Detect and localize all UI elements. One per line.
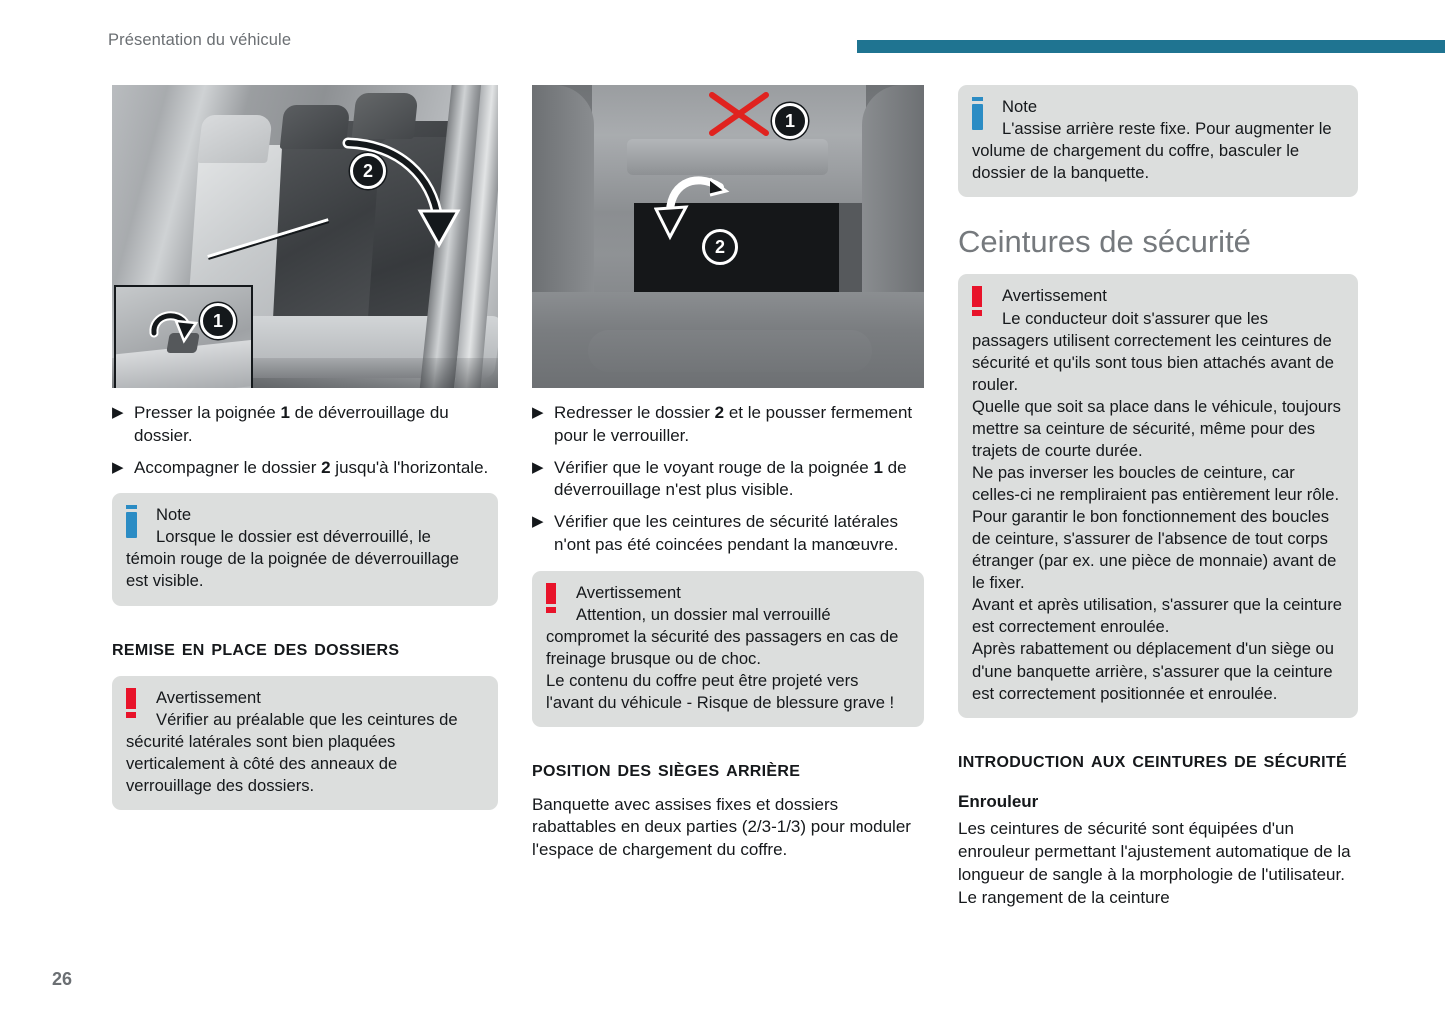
bullet-triangle-icon: ▶ (532, 404, 544, 421)
warning-body-first: Le conducteur doit s'assurer que les passagers utilisent correctement les ceintures de sécurité et qu'ils sont tous bien attachés avant de rouler. (972, 308, 1334, 394)
callout-badge-1: 1 (200, 303, 236, 339)
section-heading-position: position des sièges arrière (532, 754, 801, 781)
warning-title: Avertissement (156, 688, 261, 708)
warning-body-rest: Le contenu du coffre peut être projeté vers l'avant du véhicule - Risque de blessure grave ! (546, 670, 895, 712)
warning-box (958, 274, 1358, 717)
instruction-list-2 (532, 402, 924, 557)
warning-title: Avertissement (576, 582, 681, 602)
note-body: Lorsque le dossier est déverrouillé, le témoin rouge de la poignée de déverrouillage est visible. (126, 527, 460, 591)
warning-paragraph: Ne pas inverser les boucles de ceinture, car celles-ci ne rempliraient pas entièrement leur rôle. (972, 462, 1340, 504)
bumper-recess (588, 330, 872, 372)
info-icon (972, 97, 984, 130)
header-accent-rule (857, 40, 1445, 53)
note-body: L'assise arrière reste fixe. Pour augmenter le volume de chargement du coffre, basculer le dossier de la banquette. (972, 119, 1332, 183)
list-item (532, 402, 924, 448)
callout-badge-1: 1 (772, 103, 808, 139)
warning-paragraph: Pour garantir le bon fonctionnement des boucles de ceinture, s'assurer de l'absence de tout corps étranger (par ex. une pièce de monnaie) avant de le fixer. (972, 507, 1337, 593)
bullet-triangle-icon: ▶ (532, 458, 544, 476)
figure-rear-seat-fold (112, 85, 498, 388)
bullet-text: Redresser le dossier 2 et le pousser fermement pour le verrouiller. (554, 403, 913, 445)
figure-trunk-view (532, 85, 924, 388)
list-item (112, 402, 498, 448)
section-paragraph: Les ceintures de sécurité sont équipées d'un enrouleur permettant l'ajustement automatique de la longueur de sangle à la morphologie de l'utilisateur. Le rangement de la ceinture (958, 819, 1351, 908)
inset-detail-handle (114, 285, 253, 388)
bullet-text: Accompagner le dossier 2 jusqu'à l'horizontale. (134, 457, 489, 477)
note-title: Note (1002, 97, 1038, 116)
warning-icon (546, 583, 558, 613)
page-number: 26 (52, 969, 73, 989)
section-paragraph: Banquette avec assises fixes et dossiers rabattables en deux parties (2/3-1/3) pour moduler l'espace de chargement du coffre. (532, 794, 911, 860)
bullet-triangle-icon: ▶ (532, 513, 544, 531)
sub-heading-enrouleur: Enrouleur (958, 792, 1039, 812)
warning-box (112, 676, 498, 810)
headrest-light (197, 115, 273, 163)
warning-icon (972, 286, 984, 316)
red-x-icon (708, 91, 770, 137)
info-icon (126, 505, 138, 538)
warning-paragraph: Quelle que soit sa place dans le véhicule, toujours mettre sa ceinture de sécurité, même pour des trajets de courte durée. (972, 396, 1341, 460)
note-box (112, 493, 498, 605)
chapter-heading: Ceintures de sécurité (958, 224, 1251, 260)
fold-arrow-icon (340, 133, 470, 253)
bullet-triangle-icon: ▶ (112, 458, 124, 476)
instruction-list-1 (112, 402, 498, 479)
bullet-text: Presser la poignée 1 de déverrouillage du dossier. (134, 403, 449, 445)
section-heading-remise: remise en place des dossiers (112, 633, 400, 660)
warning-icon (126, 688, 138, 718)
column-two (532, 85, 924, 862)
warning-paragraph: Après rabattement ou déplacement d'un siège ou d'une banquette arrière, s'assurer que la ceinture est correctement positionnée et enroulée. (972, 639, 1335, 703)
callout-badge-2: 2 (702, 229, 738, 265)
page-header-title: Présentation du véhicule (108, 31, 292, 49)
section-heading-introduction: introduction aux ceintures de sécurité (958, 745, 1347, 772)
bullet-text: Vérifier que le voyant rouge de la poignée 1 de déverrouillage n'est plus visible. (554, 457, 907, 500)
bullet-triangle-icon: ▶ (112, 404, 124, 421)
bullet-text: Vérifier que les ceintures de sécurité latérales n'ont pas été coincées pendant la manœuvre. (554, 512, 899, 554)
note-title: Note (156, 505, 192, 525)
list-item (112, 457, 498, 480)
warning-paragraph: Avant et après utilisation, s'assurer que la ceinture est correctement enroulée. (972, 595, 1342, 637)
column-one (112, 85, 498, 810)
list-item (532, 457, 924, 503)
callout-badge-2: 2 (350, 153, 386, 189)
warning-box (532, 571, 924, 727)
pull-arrow-icon (148, 307, 200, 347)
warning-body-first: Attention, un dossier mal verrouillé compromet la sécurité des passagers en cas de freinage brusque ou de choc. (546, 604, 899, 668)
list-item (532, 511, 924, 557)
note-box (958, 85, 1358, 197)
warning-title: Avertissement (1002, 286, 1107, 306)
column-three (958, 85, 1358, 910)
warning-body: Vérifier au préalable que les ceintures de sécurité latérales sont bien plaquées verticalement à côté des anneaux de verrouillage des dossiers. (126, 710, 458, 796)
